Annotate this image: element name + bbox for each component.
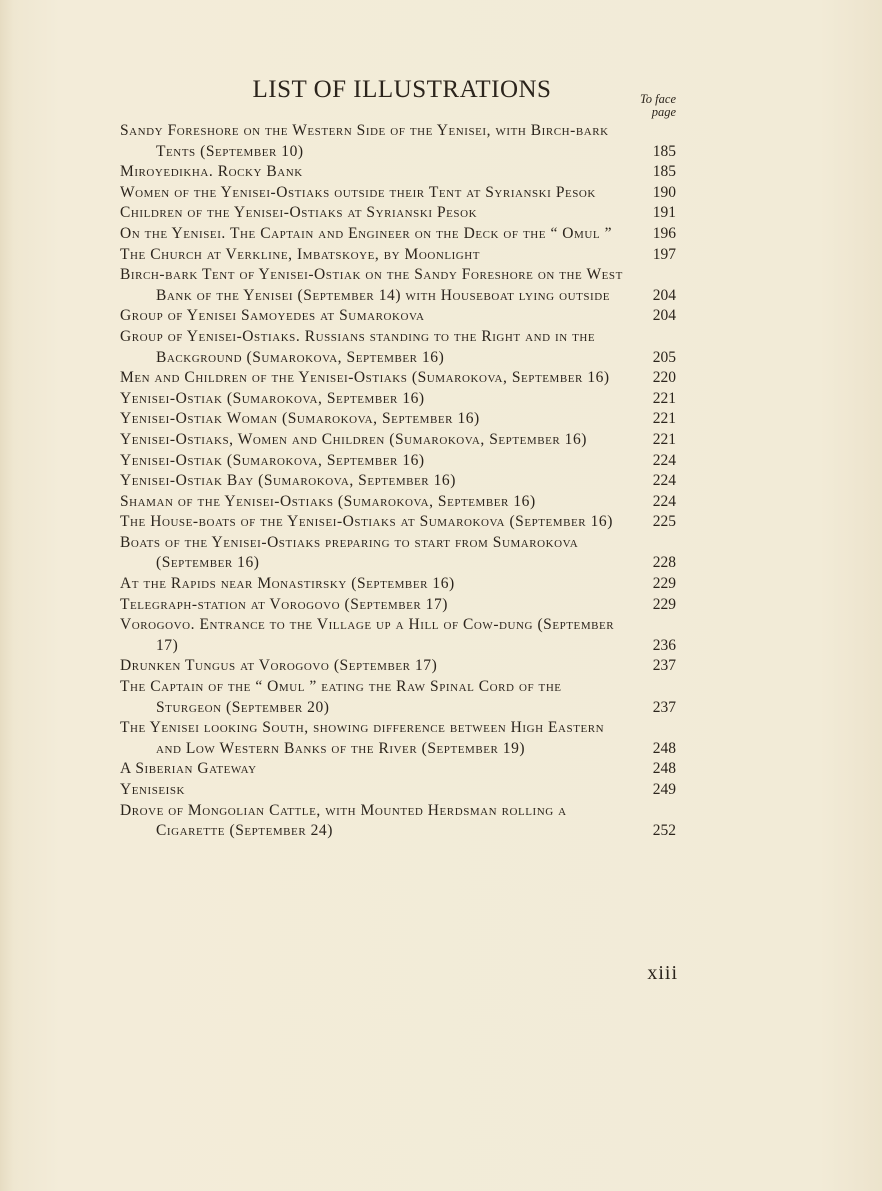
illustration-title: Yenisei-Ostiak Bay (Sumarokova, September 16) <box>120 472 456 490</box>
list-item <box>120 224 676 245</box>
page-number: 236 <box>652 636 676 654</box>
illustration-title: Group of Yenisei-Ostiaks. Russians standing to the Right and in the Background (Sumarokova, September 16) <box>120 327 596 366</box>
illustration-title: Group of Yenisei Samoyedes at Sumarokova <box>120 307 425 325</box>
list-item <box>120 492 676 513</box>
list-item <box>120 409 676 430</box>
list-item <box>120 512 676 533</box>
page-number: 205 <box>652 348 676 366</box>
illustration-title: Sandy Foreshore on the Western Side of the Yenisei, with Birch-bark Tents (September 10) <box>120 122 609 160</box>
page-number: 237 <box>652 698 676 716</box>
page-number: 224 <box>652 492 676 510</box>
page-number: 204 <box>652 286 676 304</box>
list-item <box>120 368 676 389</box>
illustration-title: Women of the Yenisei-Ostiaks outside their Tent at Syrianski Pesok <box>120 183 596 201</box>
list-item <box>120 471 676 492</box>
list-item <box>120 801 676 842</box>
to-face-page-note <box>630 93 676 119</box>
page-title: LIST OF ILLUSTRATIONS <box>252 76 552 103</box>
illustration-title: Birch-bark Tent of Yenisei-Ostiak on the Sandy Foreshore on the West Bank of the Yenisei (September 14) with Houseboat lying outside <box>120 266 623 304</box>
page-folio: xiii <box>647 962 678 984</box>
illustration-title: The Captain of the “ Omul ” eating the Raw Spinal Cord of the Sturgeon (September 20) <box>120 678 562 716</box>
page-number: 229 <box>652 575 676 593</box>
list-item <box>120 245 676 266</box>
list-item <box>120 389 676 410</box>
list-item <box>120 780 676 801</box>
page-number: 228 <box>652 554 676 572</box>
illustration-title: The Church at Verkline, Imbatskoye, by Moonlight <box>120 245 481 263</box>
page-number: 225 <box>652 513 676 531</box>
list-item <box>120 718 676 759</box>
list-item <box>120 677 676 718</box>
illustration-title: Telegraph-station at Vorogovo (September 17) <box>120 595 448 613</box>
page-number: 220 <box>652 369 676 387</box>
list-item <box>120 306 676 327</box>
page-number: 191 <box>652 204 676 222</box>
page-number: 229 <box>652 595 676 613</box>
page-number: 221 <box>652 430 676 448</box>
illustration-title: Children of the Yenisei-Ostiaks at Syrianski Pesok <box>120 204 478 222</box>
list-item <box>120 183 676 204</box>
list-item <box>120 533 676 574</box>
illustration-title: Yeniseisk <box>120 781 186 798</box>
illustration-title: Drunken Tungus at Vorogovo (September 17) <box>120 657 438 675</box>
illustration-title: Vorogovo. Entrance to the Village up a Hill of Cow-dung (September 17) <box>120 616 615 654</box>
page-number: 185 <box>652 142 676 160</box>
page-number: 204 <box>652 307 676 325</box>
page-number: 196 <box>652 224 676 242</box>
list-item <box>120 162 676 183</box>
illustration-title: Yenisei-Ostiak Woman (Sumarokova, September 16) <box>120 410 480 428</box>
list-item <box>120 327 676 368</box>
list-item <box>120 595 676 616</box>
illustration-title: Men and Children of the Yenisei-Ostiaks (Sumarokova, September 16) <box>120 369 610 387</box>
list-item <box>120 574 676 595</box>
page-number: 224 <box>652 451 676 469</box>
illustration-title: Yenisei-Ostiak (Sumarokova, September 16) <box>120 389 425 407</box>
illustration-title: At the Rapids near Monastirsky (September 16) <box>120 575 455 593</box>
illustration-title: A Siberian Gateway <box>120 760 257 778</box>
illustrations-list <box>120 121 676 842</box>
page-number: 248 <box>652 739 676 757</box>
page-number: 252 <box>652 822 676 840</box>
to-face-label: To face <box>640 92 676 106</box>
illustration-title: Miroyedikha. Rocky Bank <box>120 163 303 181</box>
page-number: 221 <box>652 410 676 428</box>
illustration-title: The Yenisei looking South, showing difference between High Eastern and Low Western Banks of the River (September 19) <box>120 719 605 757</box>
page-number: 237 <box>652 657 676 675</box>
list-item <box>120 121 676 162</box>
illustration-title: The House-boats of the Yenisei-Ostiaks at Sumarokova (September 16) <box>120 513 613 531</box>
page-number: 197 <box>652 245 676 263</box>
list-item <box>120 265 676 306</box>
illustration-title: Yenisei-Ostiak (Sumarokova, September 16) <box>120 451 425 469</box>
list-item <box>120 759 676 780</box>
page-number: 248 <box>652 760 676 778</box>
illustration-title: On the Yenisei. The Captain and Engineer on the Deck of the “ Omul ” <box>120 224 613 242</box>
page-label: page <box>651 105 676 119</box>
page-number: 190 <box>652 183 676 201</box>
illustration-title: Shaman of the Yenisei-Ostiaks (Sumarokova, September 16) <box>120 492 536 510</box>
list-item <box>120 430 676 451</box>
illustration-title: Boats of the Yenisei-Ostiaks preparing to start from Sumarokova (September 16) <box>120 533 579 572</box>
list-item <box>120 451 676 472</box>
page-number: 221 <box>652 389 676 407</box>
page-number: 185 <box>652 163 676 181</box>
page-number: 249 <box>652 781 676 798</box>
list-item <box>120 203 676 224</box>
page-number: 224 <box>652 472 676 490</box>
list-item <box>120 615 676 656</box>
illustration-title: Drove of Mongolian Cattle, with Mounted Herdsman rolling a Cigarette (September 24) <box>120 801 567 840</box>
list-item <box>120 656 676 677</box>
illustration-title: Yenisei-Ostiaks, Women and Children (Sumarokova, September 16) <box>120 430 587 448</box>
